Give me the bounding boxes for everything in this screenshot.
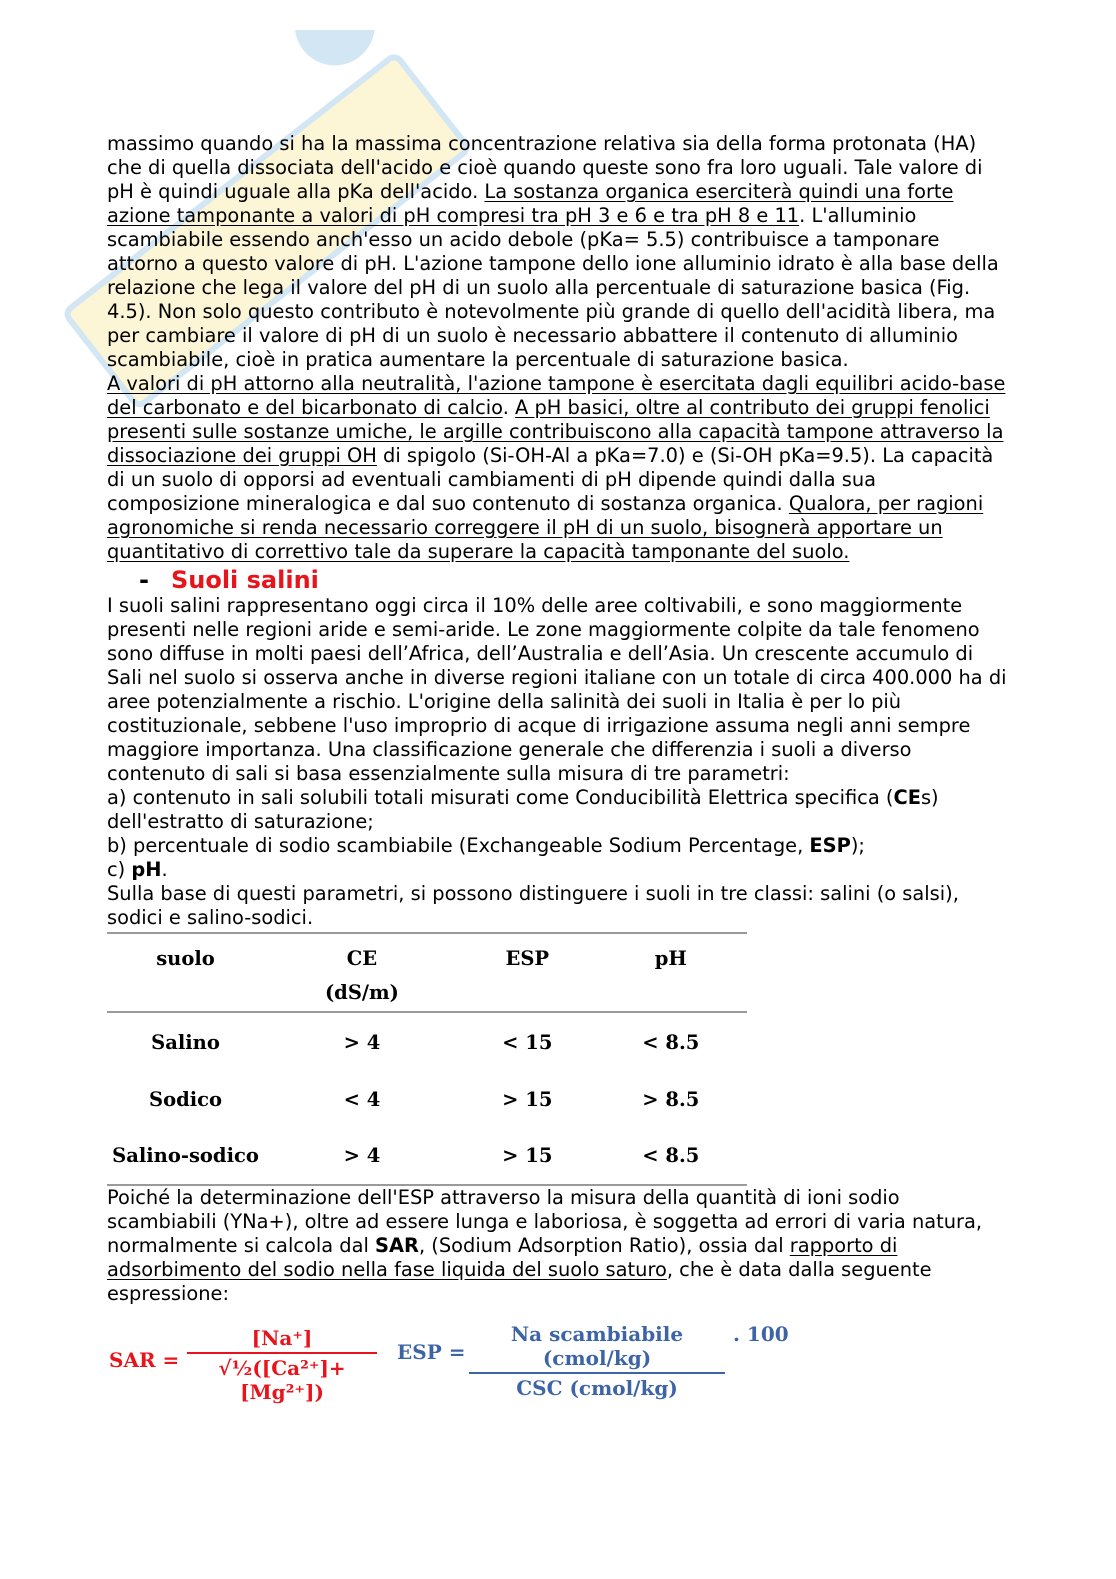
text-span: massimo quando si ha la massima concentrazione relativa sia della forma protonata (HA) che di quella dissociata dell'acido e cioè quando queste sono fra loro uguali. Tale valore di pH è quindi uguale alla pKa dell'acido. [107,132,983,203]
underlined-text: Qualora, per ragioni agronomiche si renda necessario correggere il pH di un suolo, bisognerà apportare un quantitativo di correttivo tale da superare la capacità tamponante del suolo. [107,492,984,563]
section-heading [139,566,1007,594]
cell-esp: > 15 [502,1088,553,1111]
document-page [107,132,1007,1406]
cell-ce: < 4 [343,1088,381,1111]
text-span: , (Sodium Adsorption Ratio), ossia dal [418,1234,790,1257]
soil-classification-table [107,932,747,1186]
paragraph-sar [107,1186,1007,1306]
bold-text: CE [893,786,921,809]
text-span: s) dell'estratto di saturazione; [107,786,939,833]
header-ce [264,933,460,1012]
text-span: a) contenuto in sali solubili totali misurati come Conducibilità Elettrica specifica ( [107,786,894,809]
esp-denominator: CSC (cmol/kg) [516,1376,678,1400]
text-span: b) percentuale di sodio scambiabile (Exchangeable Sodium Percentage, [107,834,810,857]
table-row [107,1128,747,1185]
text-span: ); [850,834,865,857]
cell-esp: < 15 [502,1030,553,1054]
text-span: Poiché la determinazione dell'ESP attraverso la misura della quantità di ioni sodio scambiabili (YNa+), oltre ad essere lunga e laboriosa, è soggetta ad errori di varia natura, normalmente si calcola dal [107,1186,983,1257]
text-span: , che è data dalla seguente espressione: [107,1258,932,1305]
formulas [107,1322,1007,1406]
text-span: . [161,858,168,881]
header-esp: ESP [460,933,595,1012]
esp-lhs: ESP = [397,1340,466,1364]
list-item-c [107,858,1007,882]
sar-lhs: SAR = [109,1348,180,1372]
table-row [107,1012,747,1072]
text-span: . [502,396,516,419]
underlined-text: La sostanza organica eserciterà quindi una forte azione tamponante a valori di pH compresi tra pH 3 e 6 e tra pH 8 e 11 [107,180,954,227]
heading-bullet: - [139,566,149,594]
cell-ph: < 8.5 [642,1144,700,1167]
sar-fraction [187,1326,377,1404]
bold-text: SAR [375,1234,419,1257]
cell-suolo: Salino-sodico [112,1144,259,1167]
underlined-text: rapporto di adsorbimento del sodio nella fase liquida del suolo saturo [107,1234,898,1281]
sar-denominator: √½([Ca²⁺]+[Mg²⁺]) [218,1356,346,1404]
paragraph-saline-soils: I suoli salini rappresentano oggi circa il 10% delle aree coltivabili, e sono maggiormente presenti nelle regioni aride e semi-aride. Le zone maggiormente colpite da tale fenomeno sono diffuse in molti paesi dell’Africa, dell’Australia e dell’Asia. Un crescente accumulo di Sali nel suolo si osserva anche in diverse regioni italiane con un totale di circa 400.000 ha di aree potenzialmente a rischio. L'origine della salinità dei suoli in Italia è per lo più costituzionale, sebbene l'uso improprio di acque di irrigazione assuma negli anni sempre maggiore importanza. Una classificazione generale che differenzia i suoli a diverso contenuto di sali si basa essenzialmente sulla misura di tre parametri: [107,594,1007,785]
cell-esp: > 15 [502,1144,553,1167]
text-span: . L'alluminio scambiabile essendo anch'esso un acido debole (pKa= 5.5) contribuisce a tamponare attorno a questo valore di pH. L'azione tampone dello ione alluminio idrato è alla base della relazione che lega il valore del pH di un suolo alla percentuale di saturazione basica (Fig. 4.5). Non solo questo contributo è notevolmente più grande di quello dell'acidità libera, ma per cambiare il valore di pH di un suolo è necessario abbattere il contenuto di alluminio scambiabile, cioè in pratica aumentare la percentuale di saturazione basica. [107,204,999,371]
heading-text: Suoli salini [170,566,319,594]
text-span: c) [107,858,132,881]
underlined-text: A pH basici, oltre al contributo dei gruppi fenolici presenti sulle sostanze umiche, le argille contribuiscono alla capacità tampone attraverso la dissociazione dei gruppi OH [107,396,1004,467]
paragraph-classes: Sulla base di questi parametri, si possono distinguere i suoli in tre classi: salini (o salsi), sodici e salino-sodici. [107,882,959,929]
bold-text: ESP [809,834,851,857]
esp-numerator: Na scambiabile (cmol/kg) [469,1322,725,1374]
paragraph-neutral-ph [107,372,1007,564]
cell-ph: > 8.5 [642,1088,700,1111]
bold-text: pH [131,858,162,881]
text-span: di spigolo (Si-OH-Al a pKa=7.0) e (Si-OH pKa=9.5). La capacità di un suolo di opporsi ad eventuali cambiamenti di pH dipende quindi dalla sua composizione mineralogica e dal suo contenuto di sostanza organica. [107,444,994,515]
cell-ce: > 4 [343,1030,381,1054]
cell-suolo: Salino [151,1030,220,1054]
paragraph-buffer-capacity [107,132,1007,372]
table-header-row [107,933,747,1012]
esp-fraction [469,1322,725,1400]
cell-suolo: Sodico [148,1088,222,1111]
list-item-b [107,834,1007,858]
list-item-a [107,786,1007,834]
table-row [107,1072,747,1128]
cell-ph: < 8.5 [642,1030,700,1054]
header-ce-unit: (dS/m) [324,981,399,1004]
sar-numerator: [Na⁺] [187,1326,377,1354]
underlined-text: A valori di pH attorno alla neutralità, l'azione tampone è esercitata dagli equilibri acido-base del carbonato e del bicarbonato di calcio [107,372,1006,419]
header-suolo: suolo [107,933,264,1012]
cell-ce: > 4 [343,1144,381,1167]
esp-multiplier: . 100 [733,1322,789,1346]
header-ce-label: CE [346,947,378,970]
header-ph: pH [595,933,747,1012]
